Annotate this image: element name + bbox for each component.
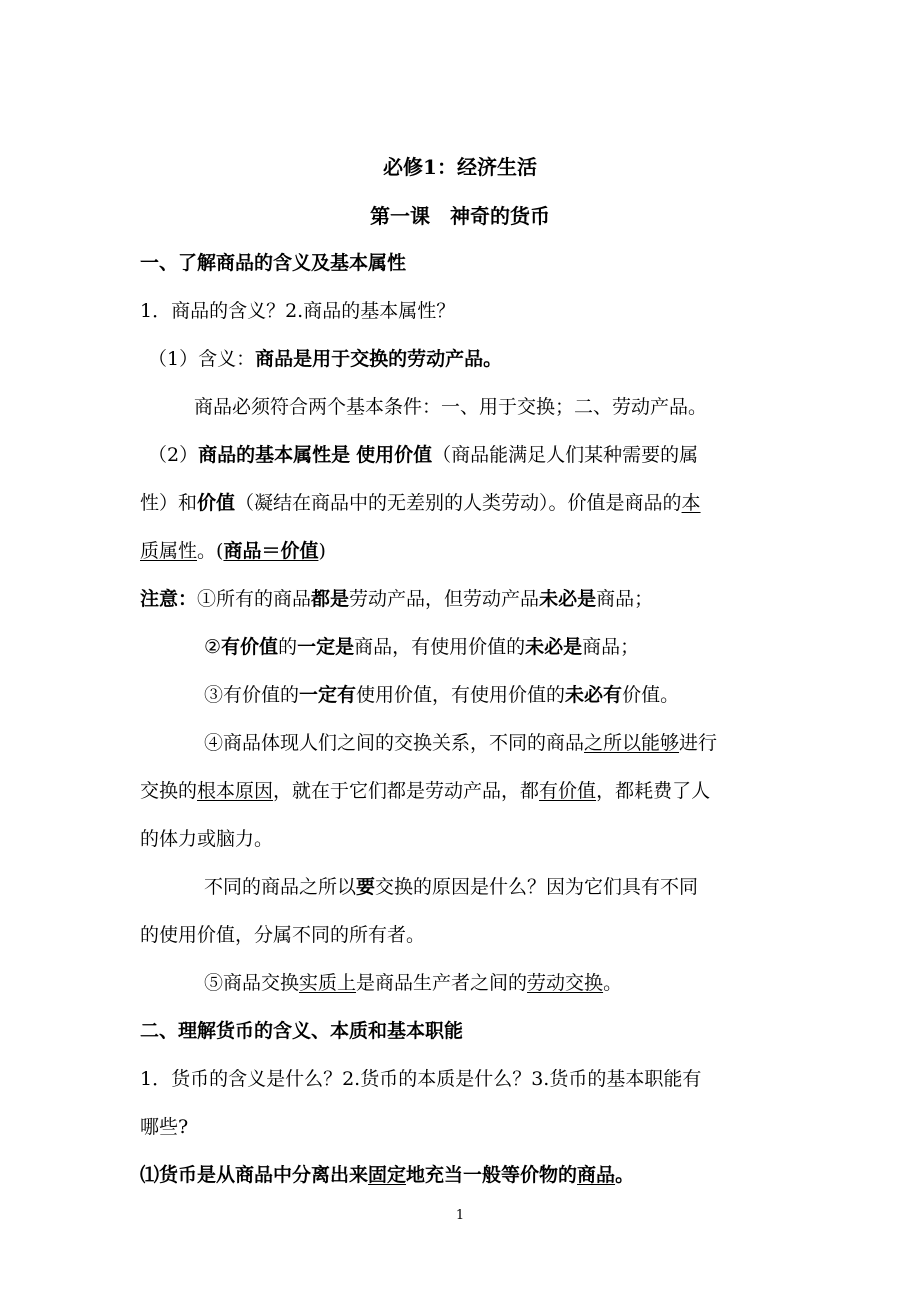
note3-d: 未必有 [565, 684, 623, 706]
note-2-line [204, 632, 854, 659]
why-a: 不同的商品之所以 [204, 876, 357, 898]
note5-b: 是商品生产者之间的 [356, 972, 528, 994]
money-def-a: ⑴货币是从商品中分离出来 [140, 1164, 369, 1186]
page-number: 1 [455, 1208, 465, 1223]
money-def-b: 地充当一般等价物的 [406, 1164, 578, 1186]
note5-underline-1: 实质上 [299, 972, 357, 994]
note4-a: ④商品体现人们之间的交换关系，不同的商品 [204, 732, 585, 754]
attr-underline-2: 质属性 [140, 540, 198, 562]
note2-c: 的 [278, 636, 298, 658]
section1-heading: 一、了解商品的含义及基本属性 [140, 252, 407, 274]
note-4-line-3: 的体力或脑力。 [140, 828, 274, 850]
section2-questions-2: 哪些? [140, 1116, 189, 1138]
note1-c: 劳动产品，但劳动产品 [349, 588, 540, 610]
note-1-line [140, 584, 790, 611]
note2-a: ② [204, 636, 222, 658]
attr-text-2: 性）和 [140, 492, 198, 514]
note2-f: 未必是 [525, 636, 583, 658]
note4-e: ，都耗费了人 [596, 780, 711, 802]
note4-underline-3: 有价值 [539, 780, 597, 802]
note4-c: 交换的 [140, 780, 198, 802]
note-3-line [204, 680, 854, 707]
note2-d: 一定是 [297, 636, 355, 658]
attributes-line-3 [140, 536, 790, 563]
attr-text-4: 。( [197, 540, 224, 562]
money-def-underline-1: 固定 [368, 1164, 407, 1186]
note-4-line-1 [204, 728, 854, 755]
money-definition-line [140, 1160, 790, 1187]
attr-bold-1: 商品的基本属性是 [198, 444, 351, 466]
note3-c: 使用价值，有使用价值的 [356, 684, 566, 706]
note1-e: 商品； [596, 588, 654, 610]
attr-prefix: （2） [148, 444, 199, 466]
note5-a: ⑤商品交换 [204, 972, 300, 994]
note3-a: ③有价值的 [204, 684, 300, 706]
note4-underline-1: 之所以能够 [584, 732, 680, 754]
attr-underline-1: 本 [681, 492, 701, 514]
definition-prefix: （1）含义： [148, 348, 256, 370]
note3-b: 一定有 [299, 684, 357, 706]
definition-line [148, 344, 798, 371]
note5-c: 。 [603, 972, 623, 994]
why-c: 交换的原因是什么？因为它们具有不同 [375, 876, 699, 898]
note1-a: ①所有的商品 [197, 588, 312, 610]
definition-text: 商品是用于交换的劳动产品。 [255, 348, 503, 370]
note1-d: 未必是 [539, 588, 597, 610]
note-label: 注意： [140, 588, 198, 610]
note2-e: 商品，有使用价值的 [354, 636, 526, 658]
note-4-line-2 [140, 776, 790, 803]
why-line-1 [204, 872, 854, 899]
section1-questions: 1．商品的含义？2.商品的基本属性？ [140, 300, 456, 322]
attr-bold-2: 使用价值 [356, 444, 433, 466]
money-def-c: 。 [615, 1164, 635, 1186]
lesson-title: 第一课 神奇的货币 [370, 204, 550, 228]
attr-bold-3: 价值 [197, 492, 236, 514]
conditions-line: 商品必须符合两个基本条件：一、用于交换；二、劳动产品。 [194, 396, 708, 418]
document-title: 必修1：经济生活 [383, 155, 537, 179]
attributes-line-2 [140, 488, 790, 515]
attr-text-5: ) [318, 540, 326, 562]
note4-b: 进行 [679, 732, 718, 754]
attr-text-1: （商品能满足人们某种需要的属 [432, 444, 699, 466]
note1-b: 都是 [311, 588, 350, 610]
note2-b: 有价值 [221, 636, 279, 658]
attr-text-3: （凝结在商品中的无差别的人类劳动）。价值是商品的 [235, 492, 682, 514]
note4-d: ，就在于它们都是劳动产品，都 [273, 780, 540, 802]
note4-underline-2: 根本原因 [197, 780, 274, 802]
attr-underline-3: 商品＝价值 [223, 540, 319, 562]
note2-g: 商品； [582, 636, 640, 658]
note-5-line [204, 968, 854, 995]
section2-questions-1: 1．货币的含义是什么？2.货币的本质是什么？3.货币的基本职能有 [140, 1068, 702, 1090]
why-line-2: 的使用价值，分属不同的所有者。 [140, 924, 426, 946]
why-b: 要 [356, 876, 376, 898]
note5-underline-2: 劳动交换 [527, 972, 604, 994]
attributes-line-1 [148, 440, 798, 467]
note3-e: 价值。 [622, 684, 680, 706]
section2-heading: 二、理解货币的含义、本质和基本职能 [140, 1020, 464, 1042]
money-def-underline-2: 商品 [577, 1164, 616, 1186]
